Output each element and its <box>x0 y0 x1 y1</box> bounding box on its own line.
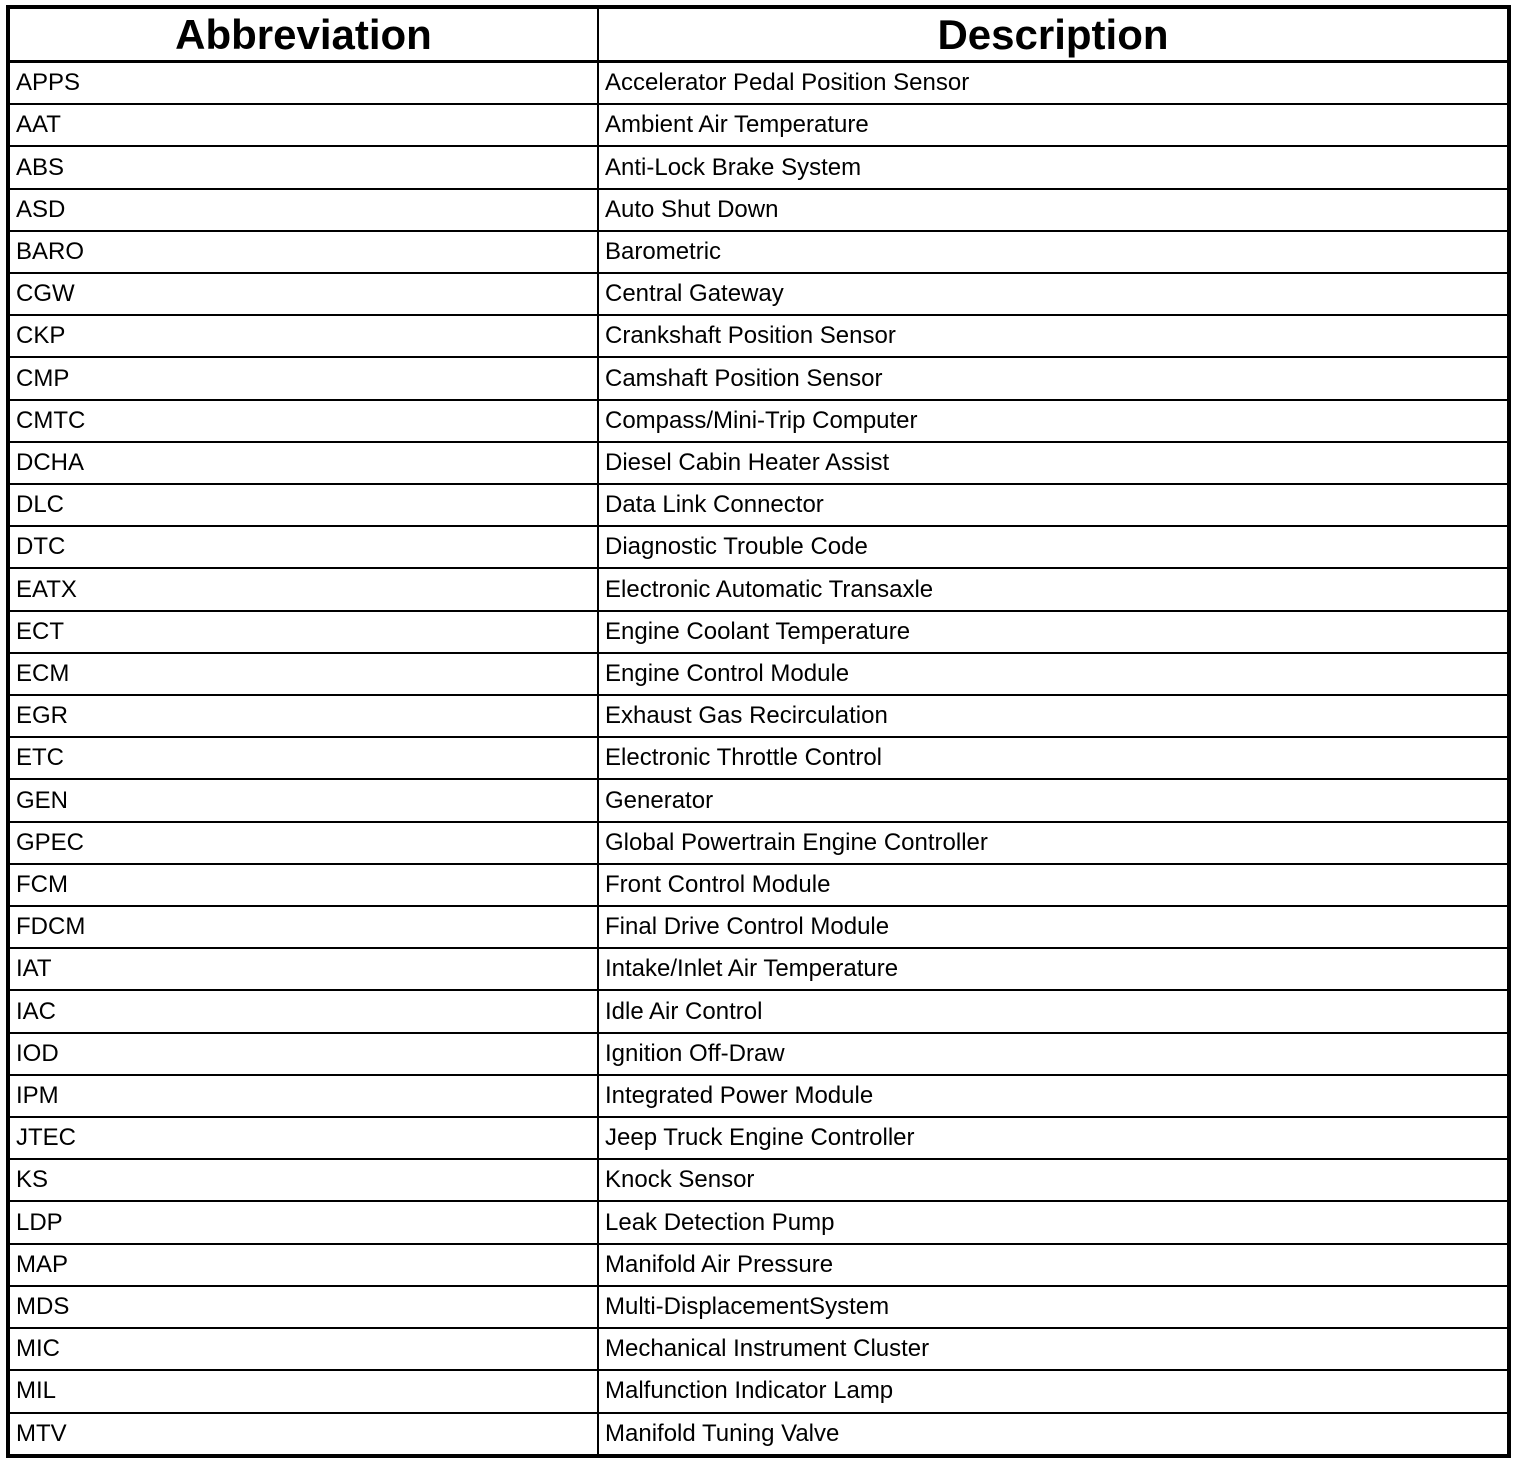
abbreviation-cell: CKP <box>8 315 598 357</box>
table-row <box>8 822 1509 864</box>
abbreviation-table <box>6 5 1511 1458</box>
description-cell: Global Powertrain Engine Controller <box>598 822 1509 864</box>
header-row <box>8 7 1509 62</box>
table-row <box>8 1413 1509 1457</box>
table-row <box>8 315 1509 357</box>
abbreviation-cell: MIC <box>8 1328 598 1370</box>
abbreviation-cell: GPEC <box>8 822 598 864</box>
abbreviation-cell: CMTC <box>8 400 598 442</box>
abbreviation-cell: ASD <box>8 189 598 231</box>
table-row <box>8 906 1509 948</box>
description-cell: Compass/Mini-Trip Computer <box>598 400 1509 442</box>
description-cell: Barometric <box>598 231 1509 273</box>
abbreviation-cell: BARO <box>8 231 598 273</box>
table-row <box>8 526 1509 568</box>
description-cell: Crankshaft Position Sensor <box>598 315 1509 357</box>
description-cell: Engine Control Module <box>598 653 1509 695</box>
table-row <box>8 231 1509 273</box>
description-cell: Idle Air Control <box>598 990 1509 1032</box>
description-cell: Diesel Cabin Heater Assist <box>598 442 1509 484</box>
abbreviation-cell: ECT <box>8 611 598 653</box>
table-row <box>8 695 1509 737</box>
table-row <box>8 189 1509 231</box>
abbreviation-cell: CGW <box>8 273 598 315</box>
description-cell: Data Link Connector <box>598 484 1509 526</box>
abbreviation-cell: MIL <box>8 1370 598 1412</box>
description-cell: Malfunction Indicator Lamp <box>598 1370 1509 1412</box>
description-cell: Diagnostic Trouble Code <box>598 526 1509 568</box>
abbreviation-cell: CMP <box>8 357 598 399</box>
description-cell: Generator <box>598 779 1509 821</box>
abbreviation-cell: IAC <box>8 990 598 1032</box>
description-cell: Electronic Throttle Control <box>598 737 1509 779</box>
description-cell: Auto Shut Down <box>598 189 1509 231</box>
table-row <box>8 1286 1509 1328</box>
table-row <box>8 990 1509 1032</box>
table-row <box>8 864 1509 906</box>
abbreviation-cell: APPS <box>8 62 598 105</box>
description-cell: Electronic Automatic Transaxle <box>598 568 1509 610</box>
description-cell: Engine Coolant Temperature <box>598 611 1509 653</box>
description-cell: Central Gateway <box>598 273 1509 315</box>
description-cell: Final Drive Control Module <box>598 906 1509 948</box>
table-row <box>8 1201 1509 1243</box>
table-row <box>8 484 1509 526</box>
description-cell: Anti-Lock Brake System <box>598 146 1509 188</box>
abbreviation-cell: KS <box>8 1159 598 1201</box>
abbreviation-cell: IPM <box>8 1075 598 1117</box>
abbreviation-cell: JTEC <box>8 1117 598 1159</box>
description-cell: Manifold Air Pressure <box>598 1244 1509 1286</box>
abbreviation-cell: MTV <box>8 1413 598 1457</box>
table-row <box>8 653 1509 695</box>
abbreviation-cell: ABS <box>8 146 598 188</box>
description-cell: Integrated Power Module <box>598 1075 1509 1117</box>
table-body <box>8 62 1509 1457</box>
table-row <box>8 1159 1509 1201</box>
description-cell: Accelerator Pedal Position Sensor <box>598 62 1509 105</box>
abbreviation-cell: AAT <box>8 104 598 146</box>
table-row <box>8 779 1509 821</box>
abbreviation-cell: EGR <box>8 695 598 737</box>
table-row <box>8 442 1509 484</box>
table-row <box>8 400 1509 442</box>
abbreviation-cell: ECM <box>8 653 598 695</box>
table-row <box>8 948 1509 990</box>
abbreviation-cell: ETC <box>8 737 598 779</box>
abbreviation-cell: FDCM <box>8 906 598 948</box>
description-cell: Exhaust Gas Recirculation <box>598 695 1509 737</box>
abbreviation-cell: EATX <box>8 568 598 610</box>
table-row <box>8 62 1509 105</box>
description-header: Description <box>598 7 1509 62</box>
description-cell: Ambient Air Temperature <box>598 104 1509 146</box>
description-cell: Knock Sensor <box>598 1159 1509 1201</box>
description-cell: Jeep Truck Engine Controller <box>598 1117 1509 1159</box>
table-row <box>8 146 1509 188</box>
abbreviation-header: Abbreviation <box>8 7 598 62</box>
table-row <box>8 1117 1509 1159</box>
table-row <box>8 357 1509 399</box>
abbreviation-cell: LDP <box>8 1201 598 1243</box>
abbreviation-cell: IAT <box>8 948 598 990</box>
description-cell: Intake/Inlet Air Temperature <box>598 948 1509 990</box>
description-cell: Ignition Off-Draw <box>598 1033 1509 1075</box>
abbreviation-cell: GEN <box>8 779 598 821</box>
description-cell: Camshaft Position Sensor <box>598 357 1509 399</box>
table-row <box>8 611 1509 653</box>
table-row <box>8 273 1509 315</box>
description-cell: Mechanical Instrument Cluster <box>598 1328 1509 1370</box>
table-row <box>8 737 1509 779</box>
abbreviation-cell: DTC <box>8 526 598 568</box>
abbreviation-cell: IOD <box>8 1033 598 1075</box>
table-row <box>8 568 1509 610</box>
abbreviation-cell: FCM <box>8 864 598 906</box>
description-cell: Manifold Tuning Valve <box>598 1413 1509 1457</box>
table-row <box>8 1033 1509 1075</box>
abbreviation-cell: MAP <box>8 1244 598 1286</box>
table-row <box>8 1370 1509 1412</box>
abbreviation-cell: MDS <box>8 1286 598 1328</box>
table-row <box>8 104 1509 146</box>
table-row <box>8 1075 1509 1117</box>
table-row <box>8 1328 1509 1370</box>
abbreviation-cell: DLC <box>8 484 598 526</box>
description-cell: Front Control Module <box>598 864 1509 906</box>
table-row <box>8 1244 1509 1286</box>
description-cell: Multi-DisplacementSystem <box>598 1286 1509 1328</box>
abbreviation-cell: DCHA <box>8 442 598 484</box>
description-cell: Leak Detection Pump <box>598 1201 1509 1243</box>
